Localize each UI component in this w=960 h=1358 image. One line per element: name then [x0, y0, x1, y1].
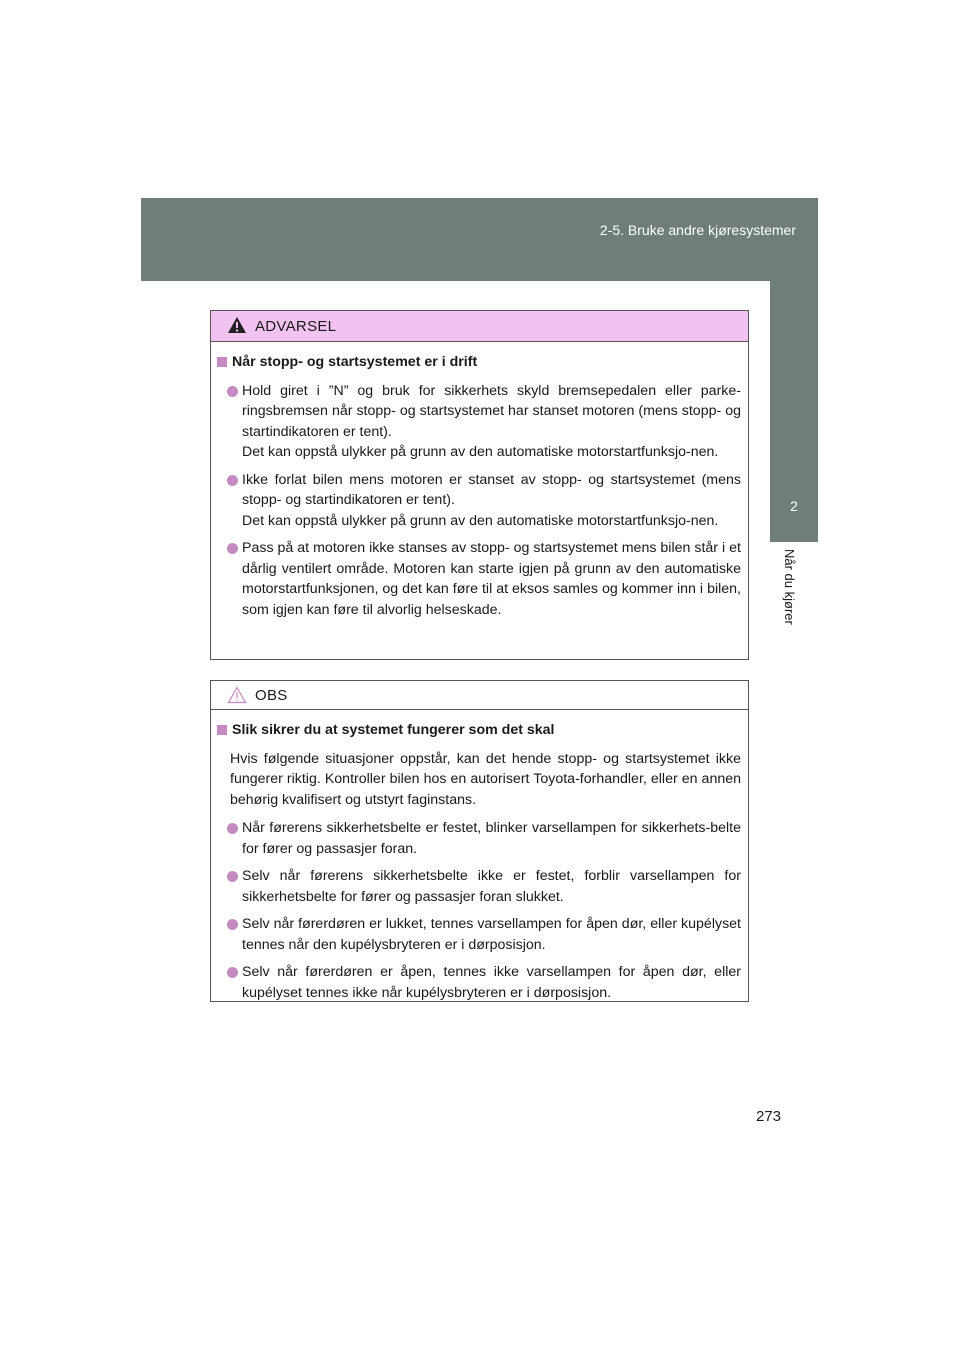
side-tab	[770, 281, 818, 472]
bullet-dot-icon	[227, 871, 238, 882]
list-item: Selv når førerens sikkerhetsbelte ikke er festet, forblir varsellampen for sikkerhetsbelte for fører og passasjer foran slukket.	[217, 866, 741, 907]
caution-header	[211, 681, 748, 710]
warning-header	[211, 311, 748, 342]
caution-intro: Hvis følgende situasjoner oppstår, kan det hende stopp- og startsystemet ikke fungerer riktig. Kontroller bilen hos en autorisert Toyota-forhandler, eller en annen behørig kvalifisert og utstyrt faginstans.	[230, 750, 741, 808]
caution-section-heading: Slik sikrer du at systemet fungerer som det skal	[217, 720, 741, 741]
list-item: Selv når førerdøren er lukket, tennes varsellampen for åpen dør, eller kupélyset tennes når den kupélysbryteren er i dørposisjon.	[217, 914, 741, 955]
header-band	[141, 198, 818, 281]
warning-box	[210, 310, 749, 660]
bullet-dot-icon	[227, 967, 238, 978]
list-item: Ikke forlat bilen mens motoren er stanset av stopp- og startsystemet (mens stopp- og startindikatoren er tent). Det kan oppstå ulykker på grunn av den automatiske motorstartfunksjo-nen.	[217, 470, 741, 532]
list-item: Når førerens sikkerhetsbelte er festet, blinker varsellampen for sikkerhets-belte for fører og passasjer foran.	[217, 818, 741, 859]
warning-triangle-outline-icon	[227, 686, 247, 708]
bullet-dot-icon	[227, 386, 238, 397]
bullet-dot-icon	[227, 823, 238, 834]
section-title: 2-5. Bruke andre kjøresystemer	[599, 222, 796, 238]
bullet-dot-icon	[227, 543, 238, 554]
bullet-dot-icon	[227, 919, 238, 930]
bullet-dot-icon	[227, 475, 238, 486]
chapter-number: 2	[770, 472, 818, 542]
warning-title: ADVARSEL	[255, 317, 337, 335]
caution-title: OBS	[255, 686, 288, 704]
square-bullet-icon	[217, 725, 227, 735]
caution-box	[210, 680, 749, 1002]
page-number: 273	[756, 1108, 782, 1125]
chapter-label: Når du kjører	[782, 549, 797, 625]
list-item: Pass på at motoren ikke stanses av stopp- og startsystemet mens bilen står i et dårlig ventilert område. Motoren kan starte igjen på grunn av den automatiske motorstartfunksjonen, og det kan føre til at eksos samles og kommer inn i bilen, som igjen kan føre til alvorlig helseskade.	[217, 538, 741, 620]
list-item: Hold giret i ”N” og bruk for sikkerhets skyld bremsepedalen eller parke-ringsbremsen når stopp- og startsystemet har stanset motoren (mens stopp- og startindikatoren er tent). Det kan oppstå ulykker på grunn av den automatiske motorstartfunksjo-nen.	[217, 381, 741, 463]
list-item: Selv når førerdøren er åpen, tennes ikke varsellampen for åpen dør, eller kupélyset tennes ikke når kupélysbryteren er i dørposisjon.	[217, 962, 741, 1003]
square-bullet-icon	[217, 357, 227, 367]
warning-section-heading: Når stopp- og startsystemet er i drift	[217, 352, 741, 373]
warning-triangle-filled-icon	[227, 316, 247, 338]
